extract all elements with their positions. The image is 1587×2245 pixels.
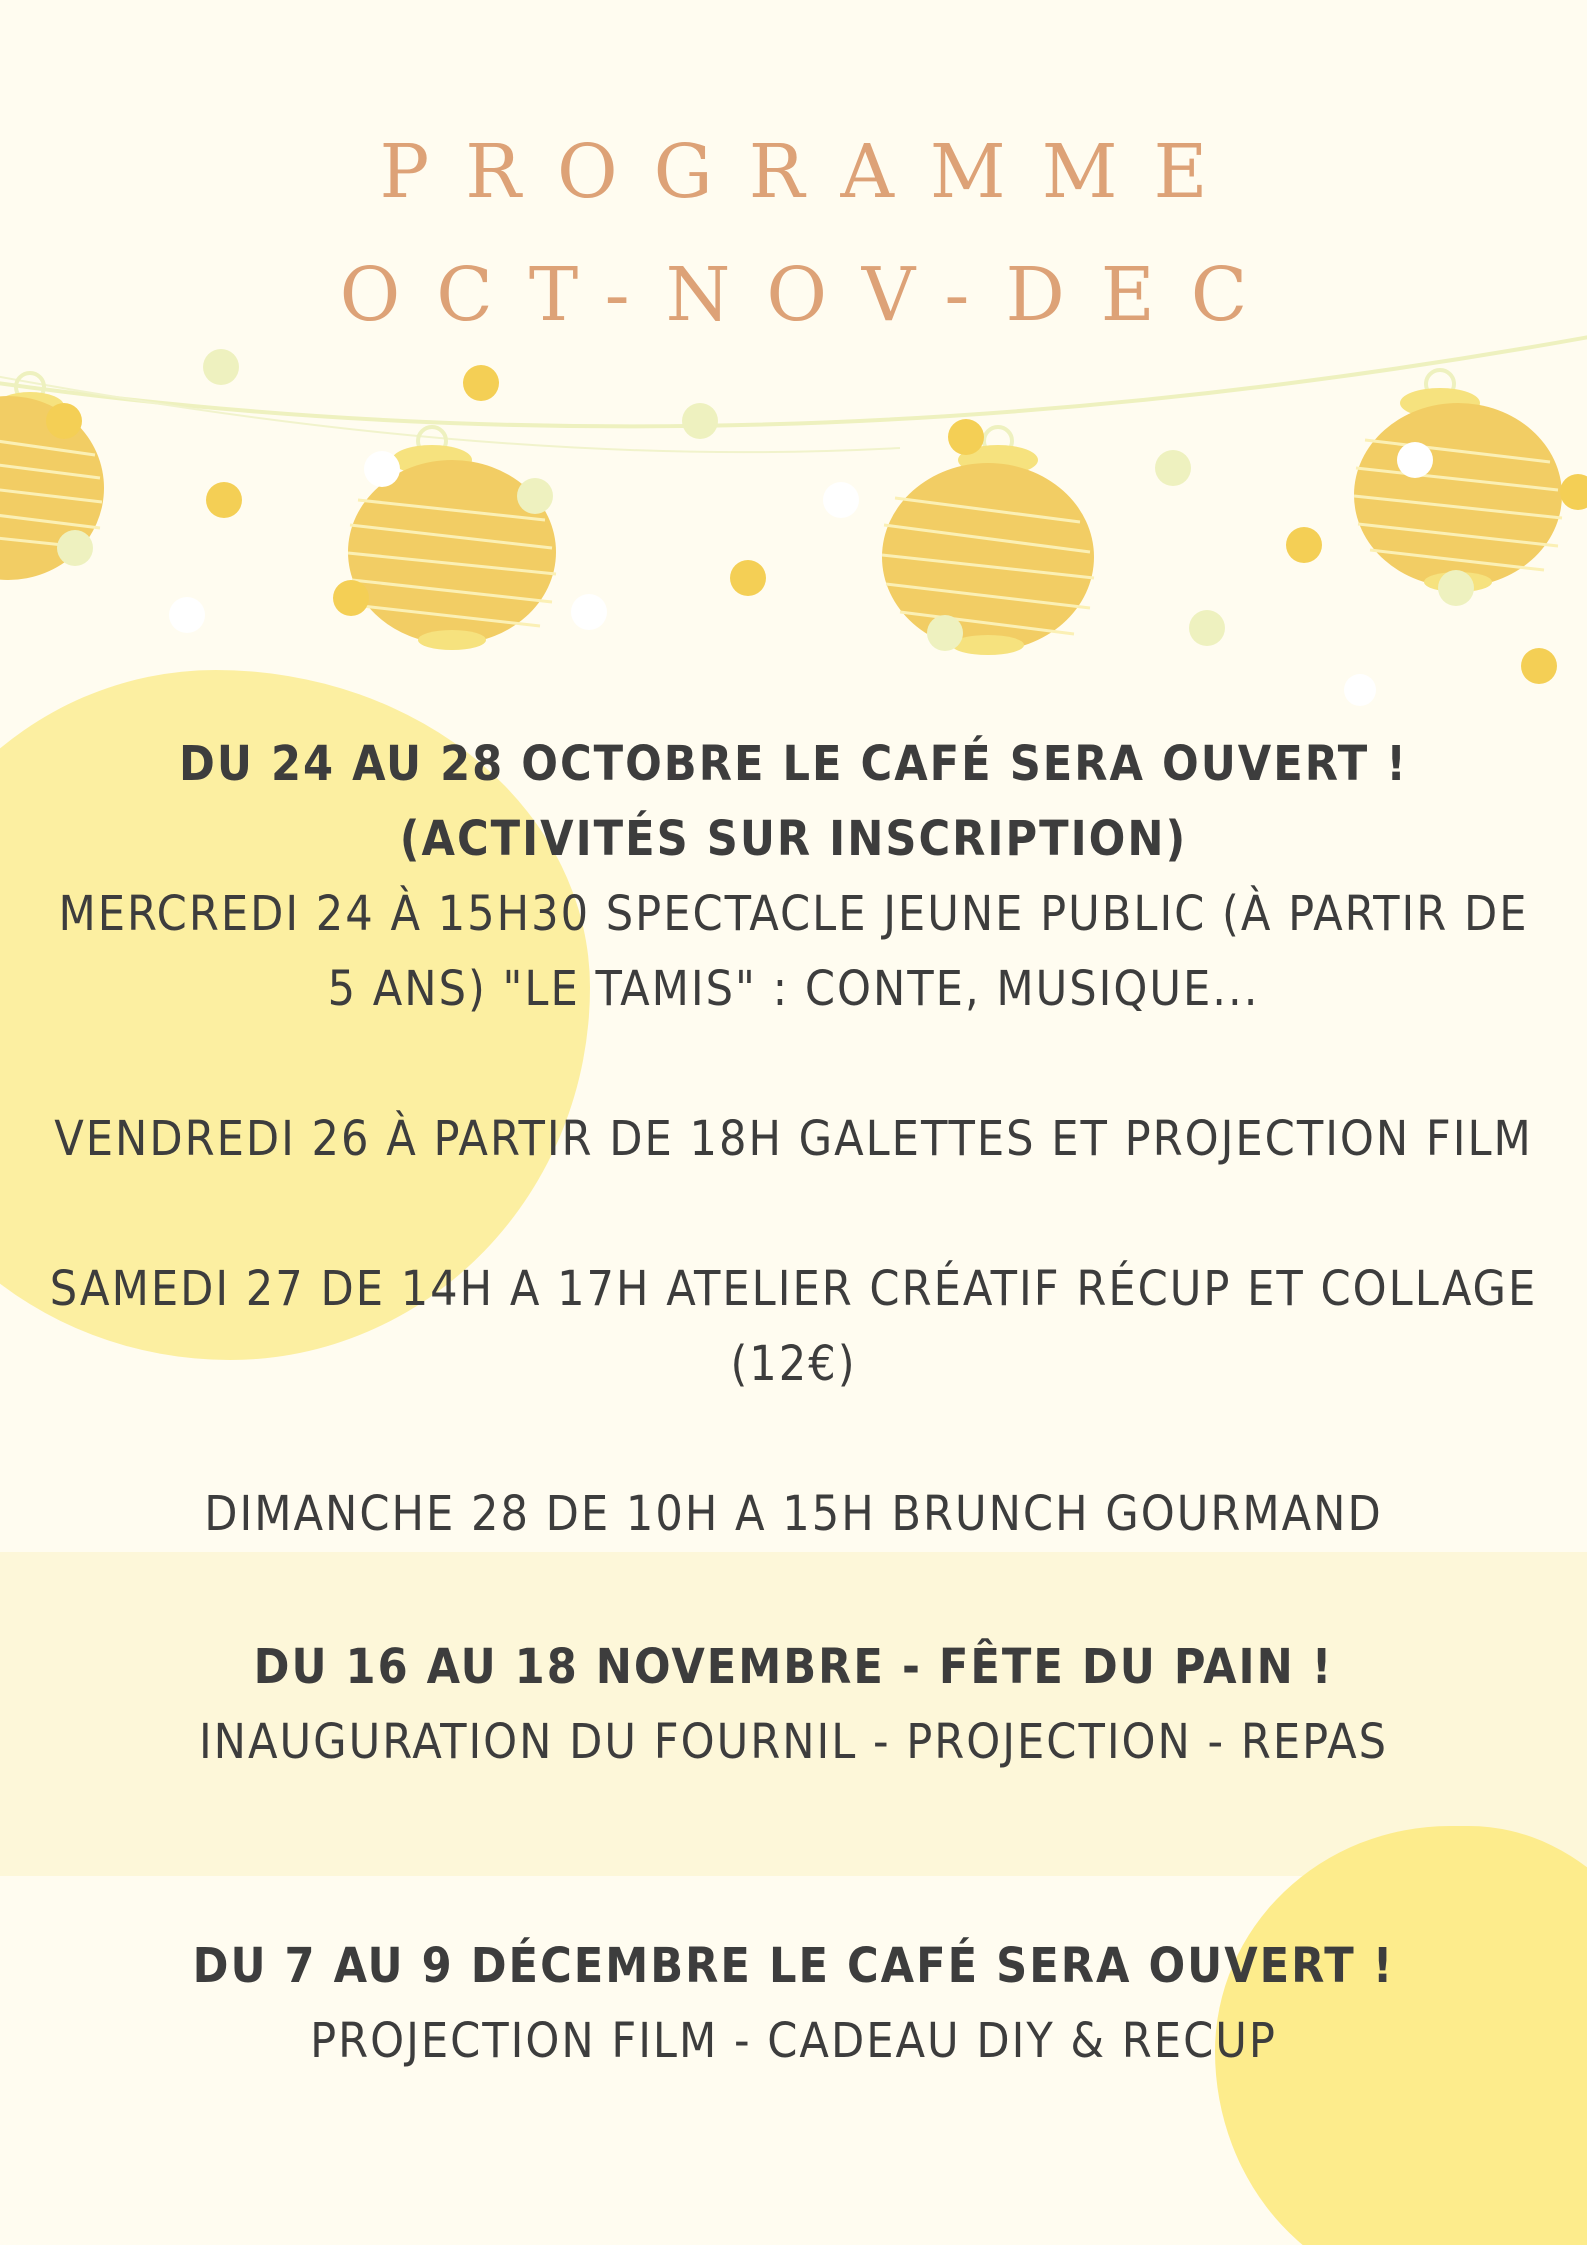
event-wednesday-line1: MERCREDI 24 À 15H30 SPECTACLE JEUNE PUBLIC (À PARTIR DE	[58, 886, 1529, 942]
event-sunday: DIMANCHE 28 DE 10H A 15H BRUNCH GOURMAND	[204, 1486, 1383, 1542]
november-details: INAUGURATION DU FOURNIL - PROJECTION - REPAS	[198, 1714, 1389, 1770]
december-heading: DU 7 AU 9 DÉCEMBRE LE CAFÉ SERA OUVERT !	[192, 1938, 1395, 1994]
title-months: OCT-NOV-DEC	[339, 252, 1284, 338]
november-section	[0, 1630, 1587, 1780]
event-saturday: SAMEDI 27 DE 14H A 17H ATELIER CRÉATIF RÉCUP ET COLLAGE (12€)	[49, 1261, 1538, 1392]
event-friday: VENDREDI 26 À PARTIR DE 18H GALETTES ET PROJECTION FILM	[54, 1111, 1533, 1167]
october-subheading: (ACTIVITÉS SUR INSCRIPTION)	[399, 811, 1188, 867]
october-heading: DU 24 AU 28 OCTOBRE LE CAFÉ SERA OUVERT !	[179, 736, 1408, 792]
december-details: PROJECTION FILM - CADEAU DIY & RECUP	[310, 2013, 1277, 2069]
december-section	[0, 1929, 1587, 2079]
october-section	[0, 727, 1587, 1552]
november-heading: DU 16 AU 18 NOVEMBRE - FÊTE DU PAIN !	[253, 1639, 1334, 1695]
title-programme: PROGRAMME	[379, 129, 1244, 215]
event-wednesday-line2: 5 ANS) "LE TAMIS" : CONTE, MUSIQUE...	[327, 961, 1260, 1017]
